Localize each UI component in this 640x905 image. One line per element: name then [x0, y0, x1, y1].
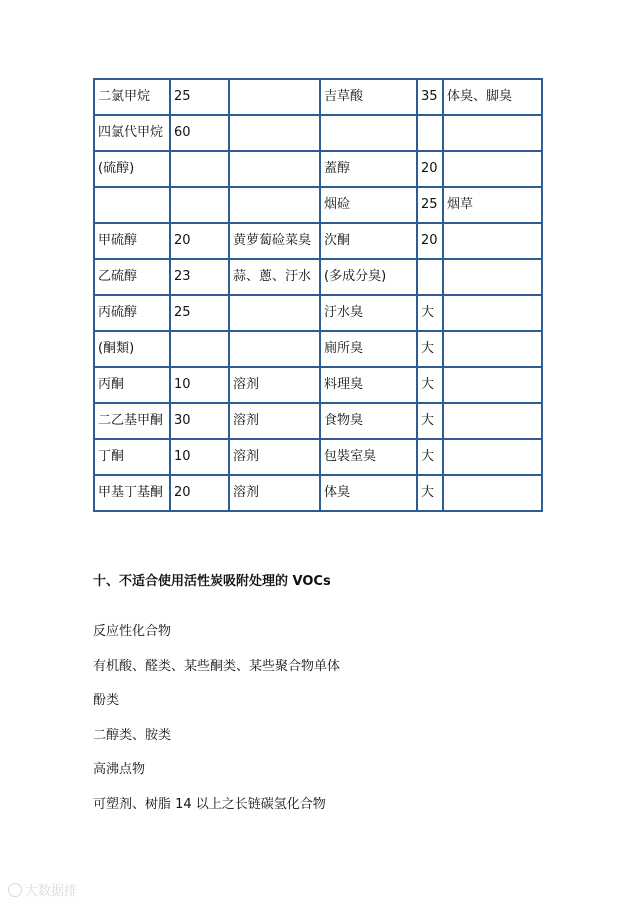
table-cell: 二乙基甲酮: [94, 403, 170, 439]
table-cell: 体臭: [320, 475, 417, 511]
table-row: [94, 115, 542, 151]
table-cell: [443, 367, 542, 403]
table-cell: 包裝室臭: [320, 439, 417, 475]
table-cell: 23: [170, 259, 229, 295]
table-cell: [443, 151, 542, 187]
table-cell: [320, 115, 417, 151]
table-cell: 大: [417, 295, 443, 331]
table-cell: [170, 187, 229, 223]
table-cell: 甲硫醇: [94, 223, 170, 259]
table-cell: 溶剂: [229, 403, 320, 439]
table-cell: 溶剂: [229, 475, 320, 511]
table-cell: 20: [417, 223, 443, 259]
compound-list: [93, 622, 340, 830]
table-row: [94, 439, 542, 475]
table-cell: 料理臭: [320, 367, 417, 403]
list-item: 二醇类、胺类: [93, 727, 172, 743]
table-cell: 25: [170, 295, 229, 331]
table-row: [94, 403, 542, 439]
table-cell: 大: [417, 475, 443, 511]
table-cell: [229, 331, 320, 367]
table-cell: 25: [417, 187, 443, 223]
table-cell: 丁酮: [94, 439, 170, 475]
table-cell: 黄萝蔔硷菜臭: [229, 223, 320, 259]
list-item: 反应性化合物: [93, 624, 172, 639]
table-cell: 10: [170, 367, 229, 403]
table-row: [94, 151, 542, 187]
table-cell: 大: [417, 367, 443, 403]
table-cell: 吉草酸: [320, 79, 417, 115]
table-cell: 蒜、蔥、汙水: [229, 259, 320, 295]
table-cell: 25: [170, 79, 229, 115]
list-item: 有机酸、醛类、某些酮类、某些聚合物单体: [93, 658, 341, 674]
table-cell: 20: [170, 475, 229, 511]
table-row: [94, 367, 542, 403]
table-cell: [229, 79, 320, 115]
table-cell: [229, 187, 320, 223]
table-cell: [229, 151, 320, 187]
table-cell: 体臭、脚臭: [443, 79, 542, 115]
table-cell: 丙硫醇: [94, 295, 170, 331]
table-cell: [229, 115, 320, 151]
table-cell: [443, 259, 542, 295]
table-cell: 乙硫醇: [94, 259, 170, 295]
table-cell: 甲基丁基酮: [94, 475, 170, 511]
table-cell: 溶剂: [229, 439, 320, 475]
section-heading: 十、不适合使用活性炭吸附处理的 VOCs: [93, 574, 331, 589]
table-cell: 食物臭: [320, 403, 417, 439]
table-row: [94, 295, 542, 331]
table-cell: [443, 295, 542, 331]
table-cell: [170, 151, 229, 187]
table-body: [94, 79, 542, 511]
table-cell: [443, 475, 542, 511]
table-cell: 廁所臭: [320, 331, 417, 367]
table-cell: 㳄酮: [320, 223, 417, 259]
table-cell: (酮類): [94, 331, 170, 367]
table-row: [94, 259, 542, 295]
table-cell: 60: [170, 115, 229, 151]
table-cell: [443, 403, 542, 439]
table-cell: 烟草: [443, 187, 542, 223]
table-cell: 大: [417, 439, 443, 475]
watermark-logo-icon: [8, 883, 22, 897]
table-cell: 10: [170, 439, 229, 475]
watermark: [8, 880, 77, 899]
table-cell: 20: [170, 223, 229, 259]
table-cell: [170, 331, 229, 367]
table-cell: 大: [417, 403, 443, 439]
watermark-text: 大数据排: [25, 884, 78, 899]
table-row: [94, 187, 542, 223]
table-row: [94, 223, 542, 259]
table-cell: 二氯甲烷: [94, 79, 170, 115]
table-cell: [443, 115, 542, 151]
table-cell: 大: [417, 331, 443, 367]
voc-odor-table: [93, 78, 543, 512]
list-item: 可塑剂、树脂 14 以上之长链碳氢化合物: [93, 796, 326, 812]
table-cell: (硫醇): [94, 151, 170, 187]
table-cell: 20: [417, 151, 443, 187]
table-row: [94, 475, 542, 511]
table-cell: 四氯代甲烷: [94, 115, 170, 151]
table-cell: (多成分臭): [320, 259, 417, 295]
table-cell: 35: [417, 79, 443, 115]
table-cell: 烟硷: [320, 187, 417, 223]
list-item: 酚类: [93, 693, 120, 709]
table-cell: 溶剂: [229, 367, 320, 403]
list-item: 高沸点物: [93, 762, 146, 778]
table-cell: 30: [170, 403, 229, 439]
table-row: [94, 79, 542, 115]
table-cell: [417, 115, 443, 151]
table-cell: [94, 187, 170, 223]
table-cell: 丙酮: [94, 367, 170, 403]
table-cell: [417, 259, 443, 295]
table-cell: [443, 439, 542, 475]
table-cell: [443, 223, 542, 259]
table-row: [94, 331, 542, 367]
table-cell: 蓋醇: [320, 151, 417, 187]
table-cell: 汙水臭: [320, 295, 417, 331]
table-cell: [443, 331, 542, 367]
table-cell: [229, 295, 320, 331]
